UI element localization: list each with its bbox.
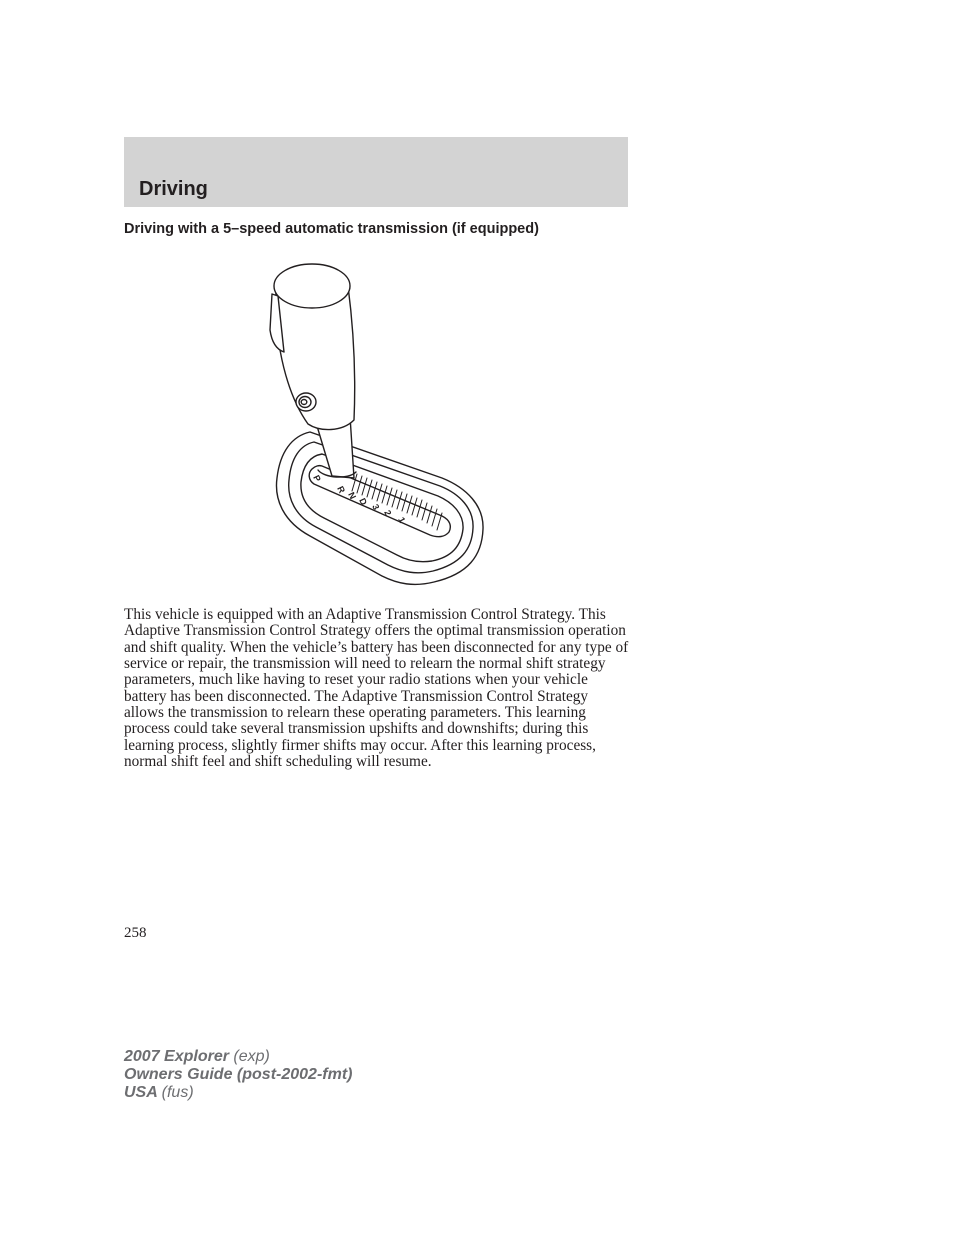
shifter-cap — [274, 264, 350, 308]
footer-line-model: 2007 Explorer (exp) — [124, 1048, 270, 1065]
gear-label-2: 2 — [382, 508, 394, 518]
footer-line-guide: Owners Guide (post-2002-fmt) — [124, 1066, 353, 1083]
gear-label-1: 1 — [396, 515, 408, 525]
subheading: Driving with a 5–speed automatic transmission (if equipped) — [124, 221, 539, 237]
section-title: Driving — [139, 178, 208, 200]
section-header-band — [124, 137, 628, 207]
body-paragraph: This vehicle is equipped with an Adaptive Transmission Control Strategy. This Adaptive Transmission Control Strategy offers the optimal transmission operation and shift quality. When the vehicle’s battery has been disconnected for any type of service or repair, the transmission will need to relearn the normal shift strategy parameters, much like having to reset your radio stations when your vehicle battery has been disconnected. The Adaptive Transmission Control Strategy allows the transmission to relearn these operating parameters. This learning process could take several transmission upshifts and downshifts; during this learning process, slightly firmer shifts may occur. After this learning process, normal shift feel and shift scheduling will resume. — [124, 606, 629, 771]
gear-label-3: 3 — [370, 502, 382, 512]
page-number: 258 — [124, 925, 147, 941]
gear-label-p: P — [311, 473, 323, 484]
shifter-bezel-outer — [276, 432, 483, 584]
shifter-plate — [301, 454, 463, 562]
footer-line-market: USA (fus) — [124, 1084, 194, 1101]
gear-label-n: N — [346, 490, 359, 501]
gear-label-d: D — [357, 496, 370, 507]
overdrive-button — [296, 393, 316, 411]
gear-label-r: R — [335, 484, 348, 495]
document-footer — [124, 1048, 352, 1102]
shifter-bezel-rim — [289, 442, 473, 573]
gear-shifter-illustration — [262, 256, 494, 590]
